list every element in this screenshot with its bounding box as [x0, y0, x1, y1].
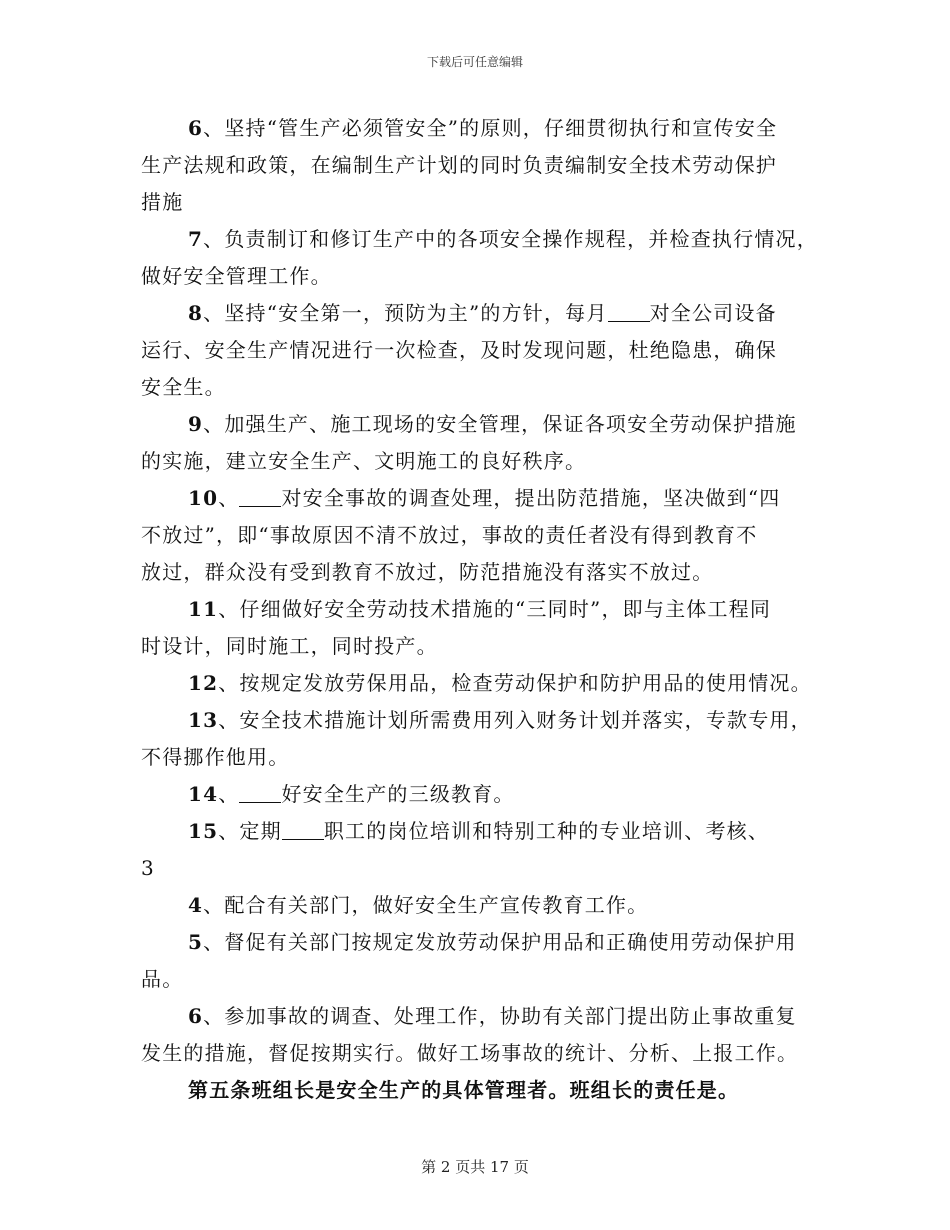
fill-blank — [239, 488, 281, 507]
list-item: 13、安全技术措施计划所需费用列入财务计划并落实，专款专用， 不得挪作他用。 — [141, 708, 812, 769]
list-item: 9、加强生产、施工现场的安全管理，保证各项安全劳动保护措施 的实施，建立安全生产、文明施工的良好秩序。 — [141, 412, 797, 473]
page-header: 下载后可任意编辑 — [426, 55, 523, 69]
list-item: 6、坚持“管生产必须管安全”的原则，仔细贯彻执行和宣传安全 生产法规和政策，在编制生产计划的同时负责编制安全技术劳动保护 措施 — [141, 116, 778, 214]
orphan-number: 3 — [141, 856, 155, 880]
list-item: 14、 好安全生产的三级教育。 — [188, 782, 515, 806]
list-item: 7、负责制订和修订生产中的各项安全操作规程，并检查执行情况， 做好安全管理工作。 — [141, 227, 818, 288]
page-footer: 第 2 页共 17 页 — [421, 1158, 529, 1176]
list-item: 5、督促有关部门按规定发放劳动保护用品和正确使用劳动保护用 品。 — [141, 930, 797, 991]
list-item: 12、按规定发放劳保用品，检查劳动保护和防护用品的使用情况。 — [188, 671, 812, 695]
fill-blank — [282, 821, 324, 840]
section-heading: 第五条班组长是安全生产的具体管理者。班组长的责任是。 — [188, 1078, 740, 1102]
fill-blank — [608, 303, 650, 322]
document-body — [141, 110, 821, 1109]
list-item: 15、定期 职工的岗位培训和特别工种的专业培训、考核、 — [188, 819, 770, 843]
list-item: 4、配合有关部门，做好安全生产宣传教育工作。 — [188, 893, 649, 917]
list-item: 10、 对安全事故的调查处理，提出防范措施，坚决做到“四 不放过”，即“事故原因不清不放过，事故的责任者没有得到教育不 放过，群众没有受到教育不放过，防范措施没有落实不放过。 — [141, 486, 781, 584]
list-item: 6、参加事故的调查、处理工作，协助有关部门提出防止事故重复 发生的措施，督促按期实行。做好工场事故的统计、分析、上报工作。 — [141, 1004, 799, 1065]
list-item: 11、仔细做好安全劳动技术措施的“三同时”，即与主体工程同 时设计，同时施工，同时投产。 — [141, 597, 772, 658]
fill-blank — [239, 784, 281, 803]
list-item: 8、坚持“安全第一，预防为主”的方针，每月 对全公司设备 运行、安全生产情况进行一次检查，及时发现问题，杜绝隐患，确保 安全生。 — [141, 301, 777, 399]
